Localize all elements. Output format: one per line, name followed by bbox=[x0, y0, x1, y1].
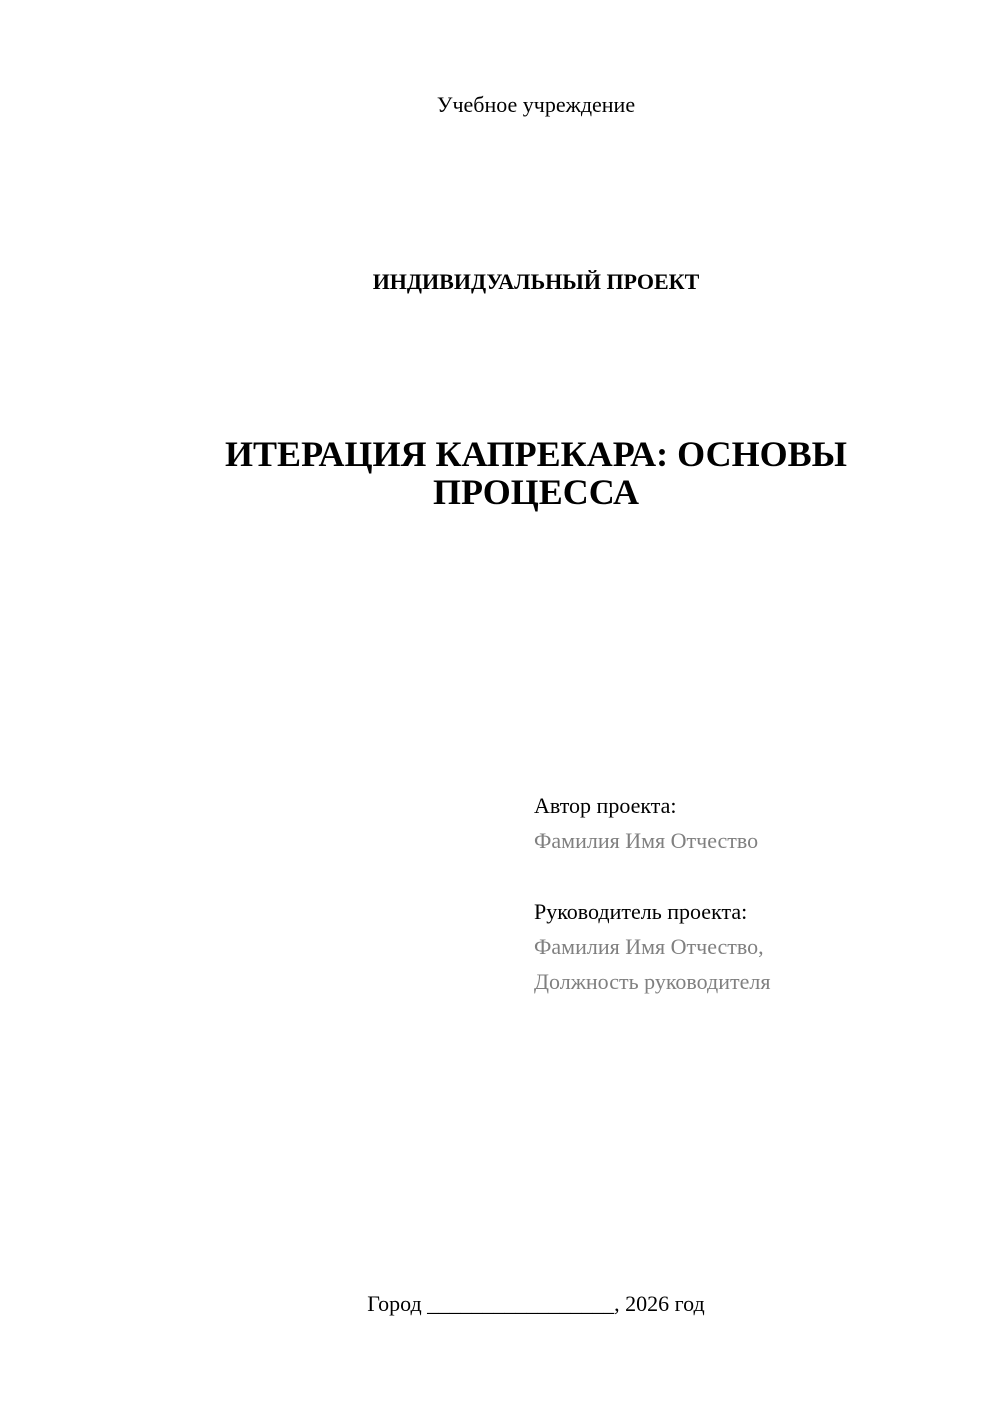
city-year-line: Город _________________, 2026 год bbox=[367, 1291, 705, 1316]
author-label: Автор проекта: bbox=[534, 793, 677, 818]
project-info-block bbox=[534, 788, 954, 999]
supervisor-position: Должность руководителя bbox=[534, 969, 771, 994]
project-type-heading: ИНДИВИДУАЛЬНЫЙ ПРОЕКТ bbox=[372, 269, 700, 294]
institution-name: Учебное учреждение bbox=[436, 92, 636, 117]
supervisor-label: Руководитель проекта: bbox=[534, 899, 748, 924]
project-title-line-1: ИТЕРАЦИЯ КАПРЕКАРА: ОСНОВЫ bbox=[225, 434, 847, 474]
author-name: Фамилия Имя Отчество bbox=[534, 828, 759, 853]
info-spacer bbox=[534, 858, 954, 894]
supervisor-name: Фамилия Имя Отчество, bbox=[534, 934, 764, 959]
project-title bbox=[0, 435, 1000, 511]
project-title-line-2: ПРОЦЕССА bbox=[433, 472, 639, 512]
